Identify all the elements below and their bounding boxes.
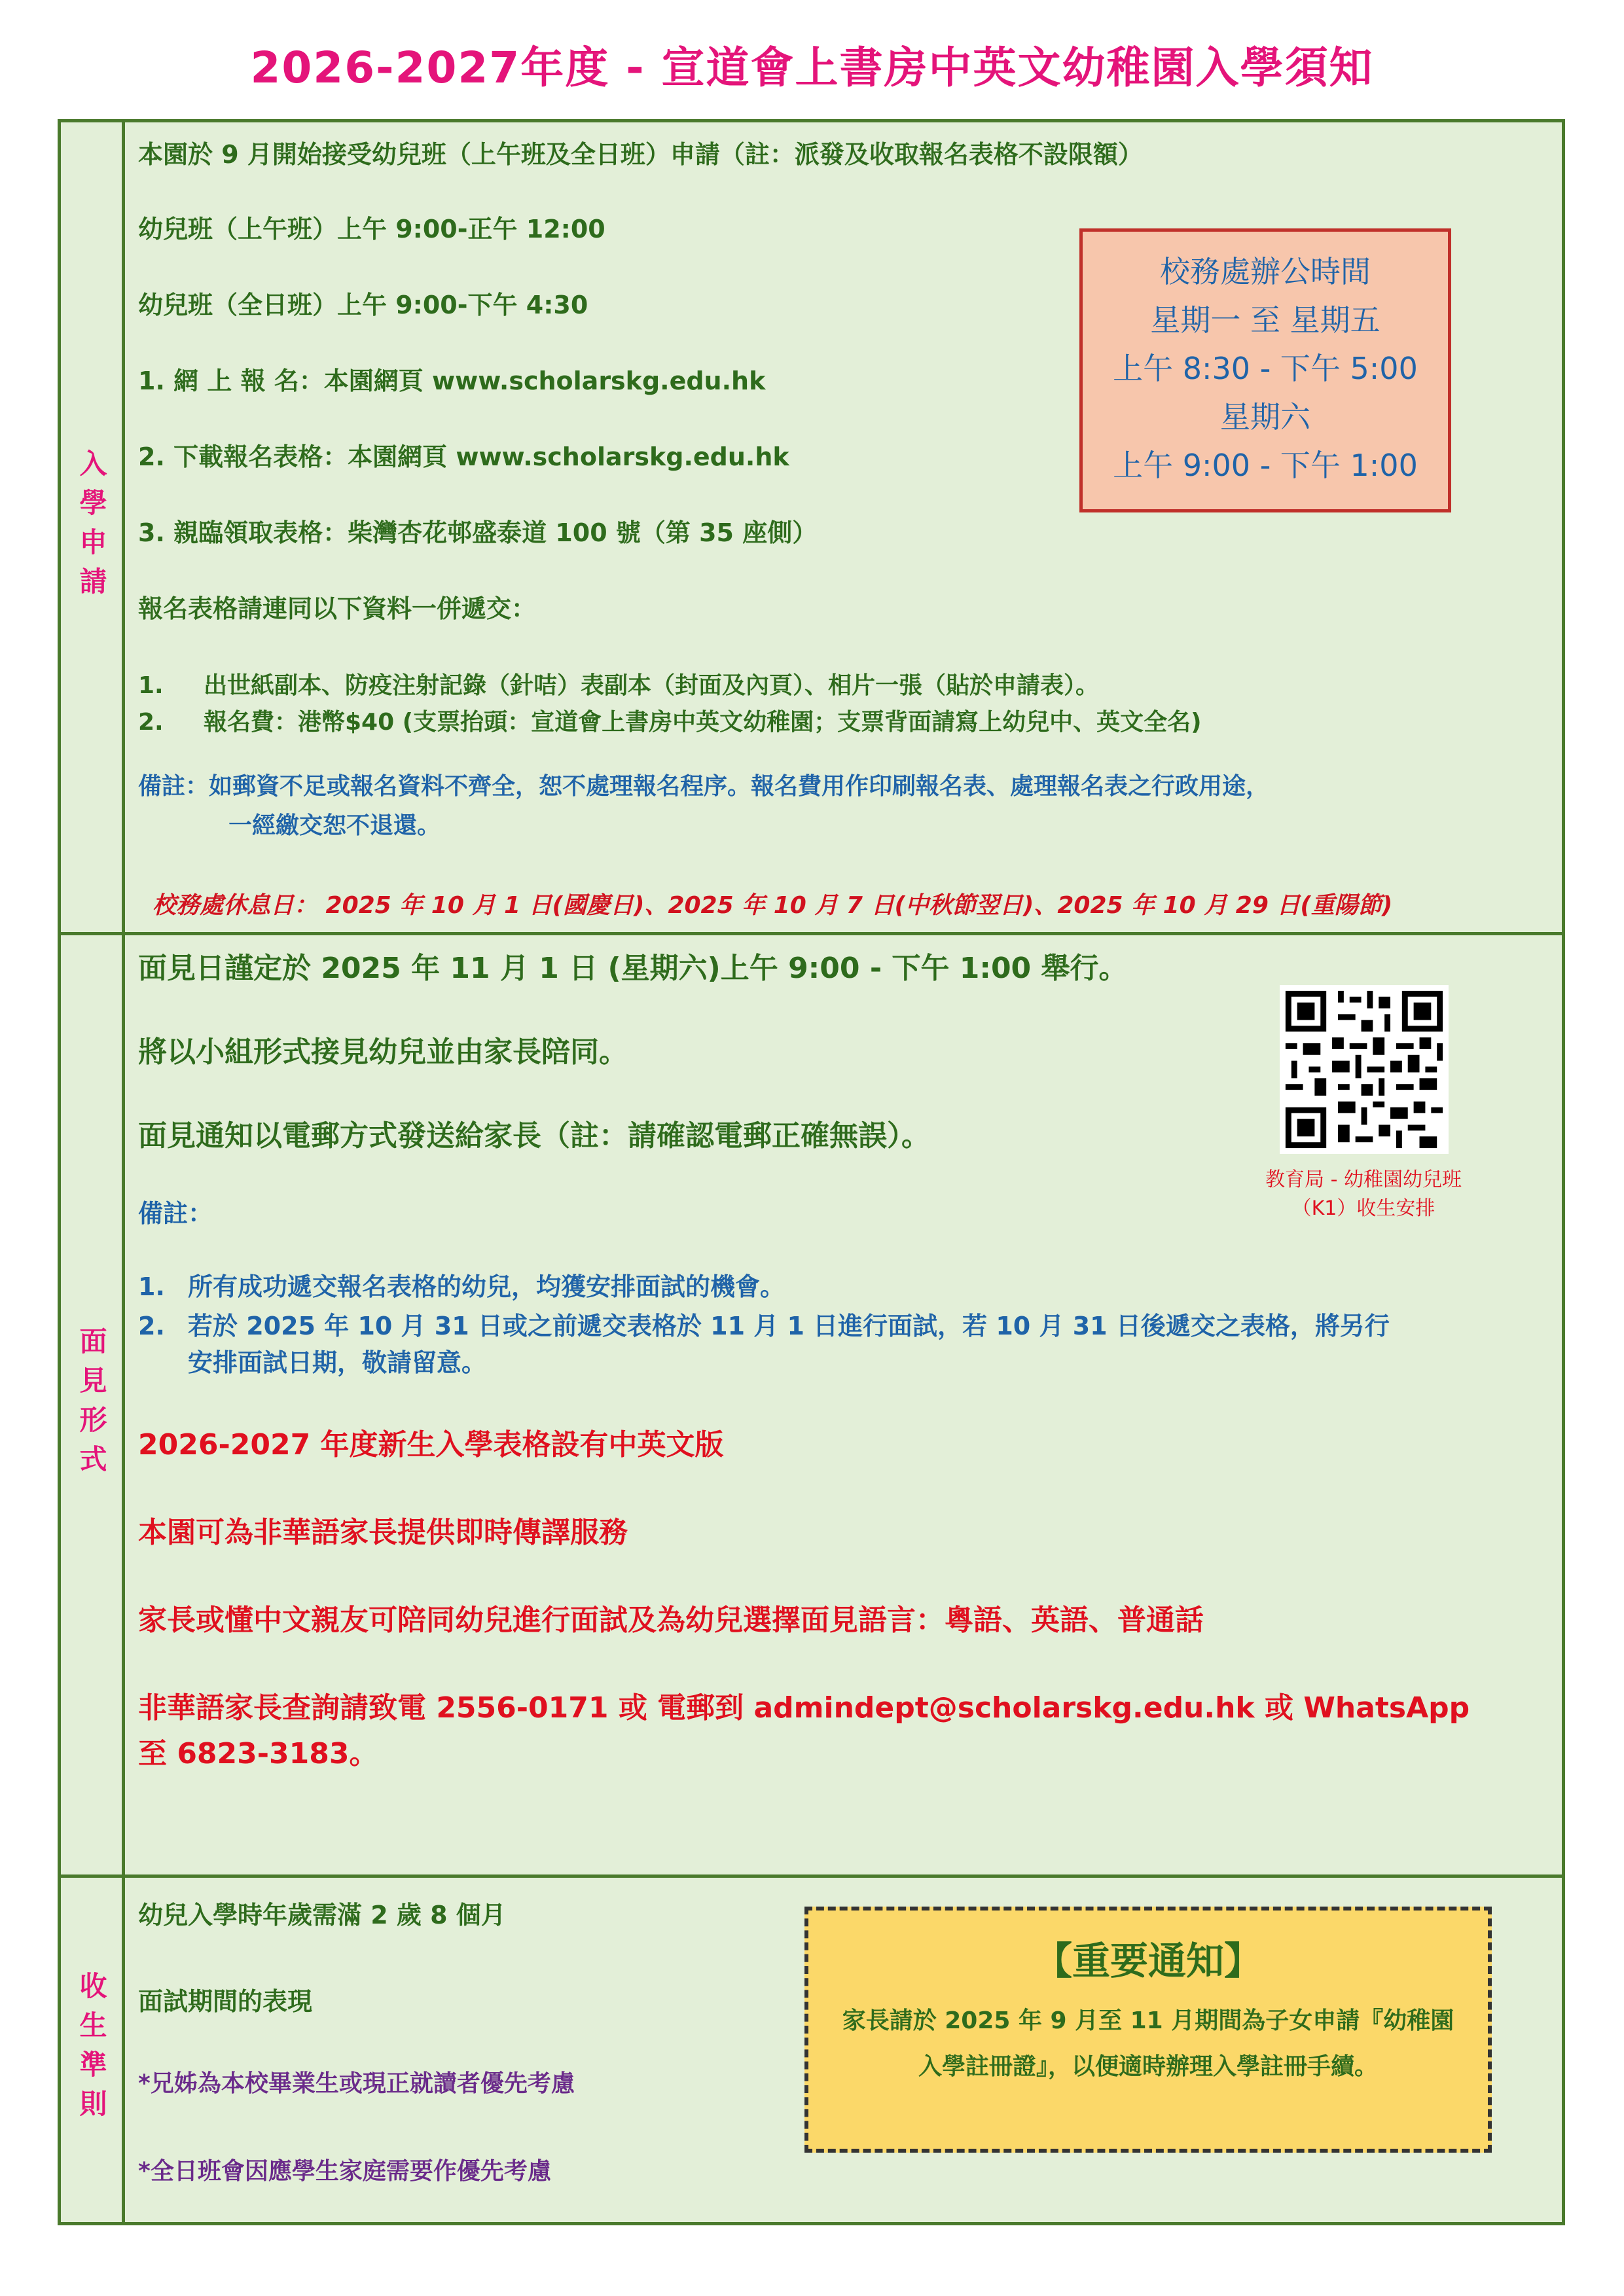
office-hours-title: 校務處辦公時間 (1160, 254, 1371, 289)
important-notice-box (804, 1907, 1492, 2153)
section-interview (61, 935, 1562, 1878)
collect-form-in-person: 3. 親臨領取表格：柴灣杏花邨盛泰道 100 號（第 35 座側） (138, 518, 818, 547)
interview-remark-item: 2. 若於 2025 年 10 月 31 日或之前遞交表格於 11 月 1 日進行面試，若 10 月 31 日後遞交之表格，將另行 (138, 1312, 1390, 1340)
important-notice-body: 家長請於 2025 年 9 月至 11 月期間為子女申請『幼稚園入學註冊證』，以便適時辦理入學註冊手續。 (842, 2007, 1454, 2080)
qr-code-icon[interactable] (1280, 985, 1449, 1154)
sibling-priority: *兄姊為本校畢業生或現正就讀者優先考慮 (138, 2070, 575, 2097)
office-hours-saturday-time: 上午 9:00 - 下午 1:00 (1113, 448, 1418, 483)
document-item: 2. 報名費：港幣$40 (支票抬頭：宣道會上書房中英文幼稚園；支票背面請寫上幼兒中、英文全名) (138, 709, 1202, 736)
interpretation-service: 本園可為非華語家長提供即時傳譯服務 (138, 1516, 628, 1549)
admission-table (58, 119, 1565, 2225)
interview-notice-email: 面見通知以電郵方式發送給家長（註：請確認電郵正確無誤）。 (138, 1119, 930, 1153)
interview-performance: 面試期間的表現 (138, 1987, 313, 2016)
section-criteria (61, 1878, 1562, 2222)
office-hours-weekday-time: 上午 8:30 - 下午 5:00 (1113, 351, 1418, 386)
section-label-application: 入學申請 (61, 122, 125, 932)
interview-remark-label: 備註： (138, 1199, 213, 1228)
application-intro: 本園於 9 月開始接受幼兒班（上午班及全日班）申請（註：派發及收取報名表格不設限額） (138, 140, 1143, 169)
enquiry-contact: 非華語家長查詢請致電 2556-0171 或 電郵到 admindept@scholarskg.edu.hk 或 WhatsApp (138, 1691, 1470, 1725)
interview-language: 家長或懂中文親友可陪同幼兒進行面試及為幼兒選擇面見語言：粵語、英語、普通話 (138, 1604, 1204, 1637)
enquiry-whatsapp: 至 6823-3183。 (138, 1737, 378, 1770)
fullday-priority: *全日班會因應學生家庭需要作優先考慮 (138, 2158, 551, 2185)
morning-class-hours: 幼兒班（上午班）上午 9:00-正午 12:00 (138, 215, 605, 243)
section-label-interview: 面見形式 (61, 935, 125, 1874)
bilingual-form-notice: 2026-2027 年度新生入學表格設有中英文版 (138, 1428, 724, 1462)
interview-remark-item: 1. 所有成功遞交報名表格的幼兒，均獲安排面試的機會。 (138, 1272, 785, 1301)
document-item: 1. 出世紙副本、防疫注射記錄（針咭）表副本（封面及內頁）、相片一張（貼於申請表）。 (138, 672, 1100, 699)
office-hours-weekday: 星期一 至 星期五 (1150, 302, 1380, 338)
section-application (61, 122, 1562, 935)
interview-remark-cont: 安排面試日期，敬請留意。 (188, 1348, 487, 1377)
section-label-criteria: 收生準則 (61, 1878, 125, 2222)
documents-heading: 報名表格請連同以下資料一併遞交： (138, 594, 537, 623)
download-form: 2. 下載報名表格：本園網頁 www.scholarskg.edu.hk (138, 442, 789, 471)
online-application: 1. 網 上 報 名：本園網頁 www.scholarskg.edu.hk (138, 367, 766, 395)
fullday-class-hours: 幼兒班（全日班）上午 9:00-下午 4:30 (138, 291, 588, 319)
age-requirement: 幼兒入學時年歲需滿 2 歲 8 個月 (138, 1901, 506, 1929)
application-remark-line2: 一經繳交恕不退還。 (228, 812, 441, 839)
office-hours-saturday: 星期六 (1220, 399, 1310, 435)
page-title: 2026-2027年度 - 宣道會上書房中英文幼稚園入學須知 (250, 43, 1374, 93)
application-remark-line1: 備註：如郵資不足或報名資料不齊全，恕不處理報名程序。報名費用作印刷報名表、處理報名表之行政用途， (138, 773, 1270, 800)
office-hours-box (1079, 228, 1451, 512)
interview-format: 將以小組形式接見幼兒並由家長陪同。 (138, 1035, 628, 1069)
office-holidays: 校務處休息日： 2025 年 10 月 1 日(國慶日)、2025 年 10 月 7 日(中秋節翌日)、2025 年 10 月 29 日(重陽節) (153, 892, 1393, 919)
important-notice-title: 【重要通知】 (1034, 1939, 1262, 1983)
qr-caption: 教育局 - 幼稚園幼兒班（K1）收生安排 (1265, 1168, 1462, 1220)
interview-date: 面見日謹定於 2025 年 11 月 1 日 (星期六)上午 9:00 - 下午 1:00 舉行。 (138, 952, 1128, 985)
